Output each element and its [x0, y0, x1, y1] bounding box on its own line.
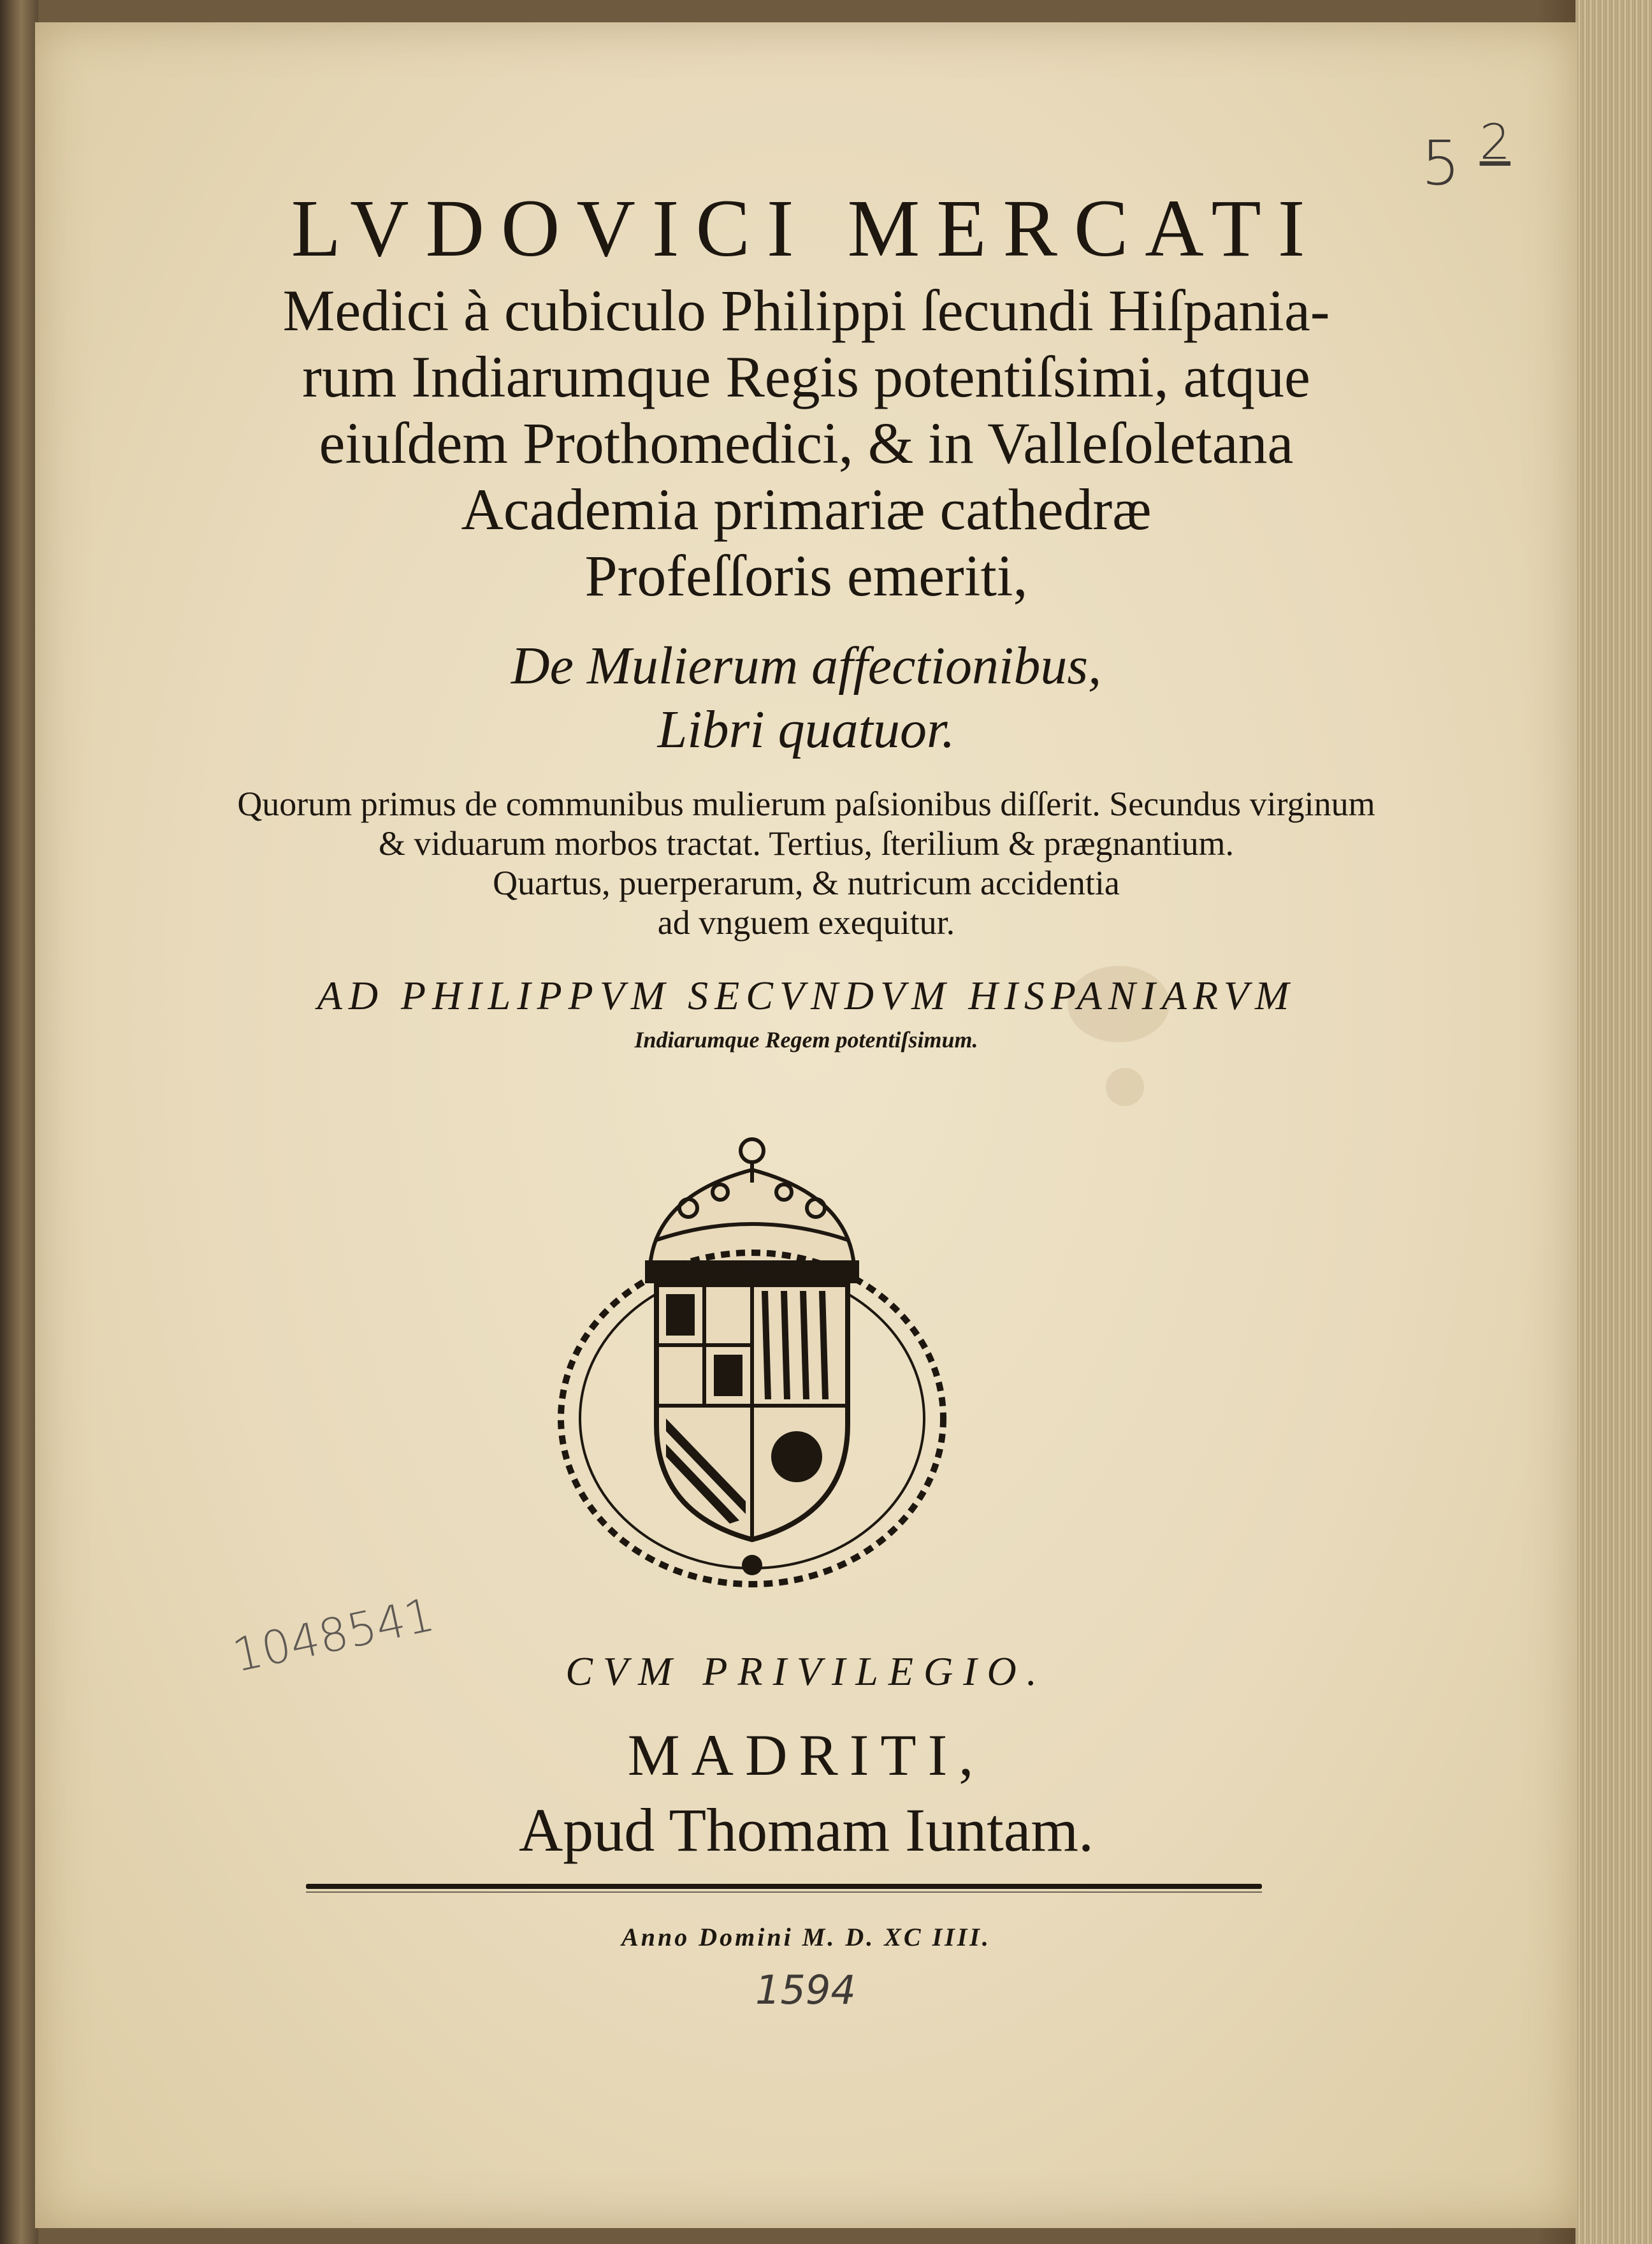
- work-title-line: Libri quatuor.: [657, 700, 955, 759]
- title-page: [35, 22, 1577, 2228]
- subtitle-line: Medici à cubiculo Philippi ſecundi Hiſpania-: [282, 278, 1330, 343]
- subtitle-line: eiuſdem Prothomedici, & in Valleſoletana: [319, 411, 1294, 476]
- work-title: [35, 634, 1577, 762]
- page-edges: [1576, 0, 1652, 2244]
- handwritten-year: 1594: [755, 1967, 856, 2013]
- corner-number-main: 5: [1421, 127, 1461, 199]
- stain: [1106, 1068, 1144, 1106]
- corner-number-sup: 2: [1479, 113, 1511, 170]
- book-spine-edge: [0, 0, 38, 2244]
- handwritten-corner-number: [1421, 113, 1511, 199]
- privilege-notice: CVM PRIVILEGIO.: [565, 1649, 1047, 1694]
- subtitle-line: Profeſſoris emeriti,: [584, 543, 1028, 608]
- imprint-rule: [306, 1884, 1262, 1889]
- work-title-line: De Mulierum affectionibus,: [511, 636, 1102, 696]
- subtitle-line: Academia primariæ cathedræ: [461, 477, 1152, 542]
- contents-summary: [35, 784, 1577, 942]
- author-name: LVDOVICI MERCATI: [291, 183, 1322, 273]
- imprint-rule-thin: [306, 1891, 1262, 1893]
- imprint-year: Anno Domini M. D. XC IIII.: [621, 1923, 991, 1951]
- dedication-sub: Indiarumque Regem potentiſsimum.: [634, 1027, 978, 1053]
- royal-coat-of-arms-emblem: [529, 1119, 975, 1603]
- author-description: [35, 277, 1577, 609]
- summary-line: Quartus, puerperarum, & nutricum accidentia: [493, 864, 1120, 902]
- summary-line: & viduarum morbos tractat. Tertius, ſterilium & prægnantium.: [378, 824, 1234, 863]
- subtitle-line: rum Indiarumque Regis potentiſsimi, atque: [302, 344, 1310, 409]
- summary-line: ad vnguem exequitur.: [657, 903, 955, 942]
- summary-line: Quorum primus de communibus mulierum paſsionibus diſſerit. Secundus virginum: [237, 785, 1375, 823]
- imprint-printer: Apud Thomam Iuntam.: [518, 1796, 1094, 1864]
- handwritten-shelfmark: 1048541: [228, 1587, 439, 1682]
- dedication: AD PHILIPPVM SECVNDVM HISPANIARVM: [317, 973, 1296, 1018]
- imprint-city: MADRITI,: [627, 1723, 985, 1788]
